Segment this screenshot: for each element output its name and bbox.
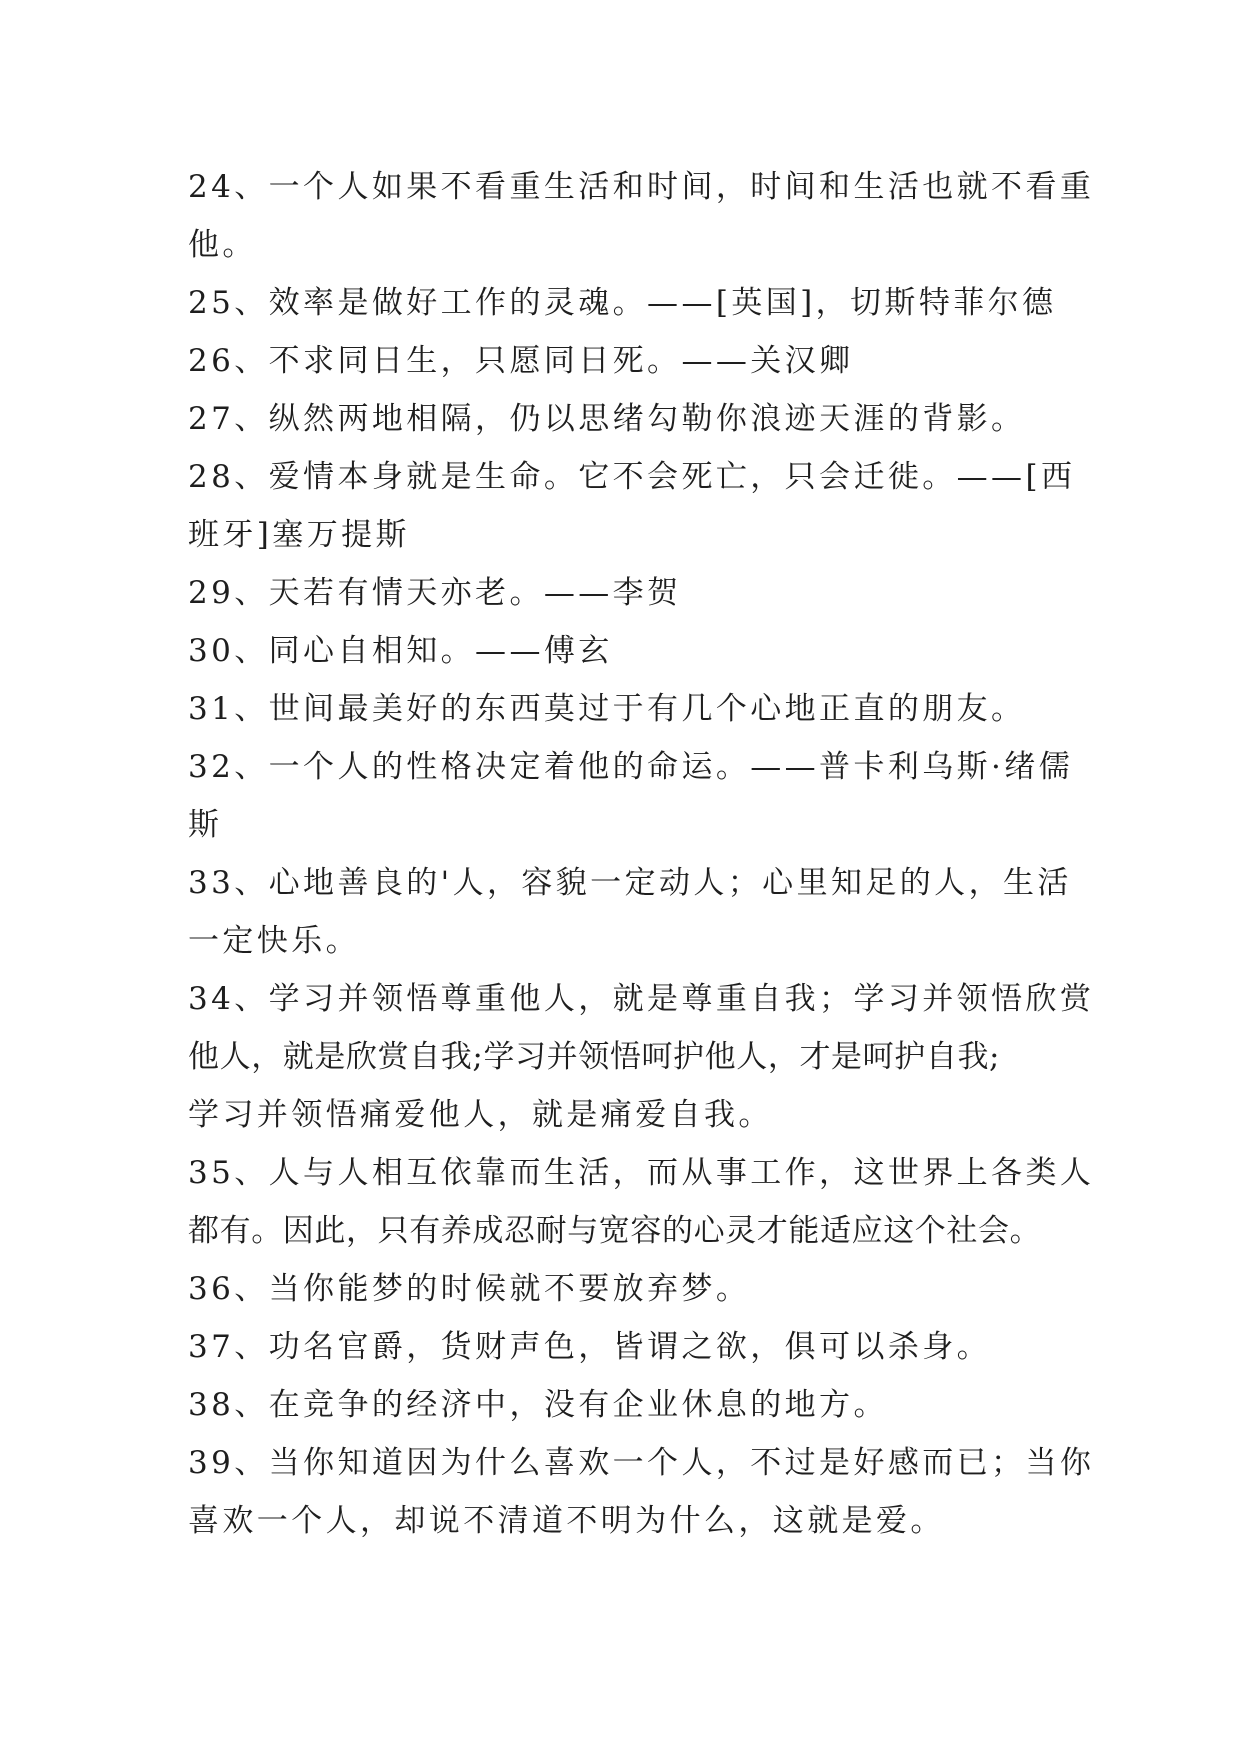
text-line: 37、功名官爵，货财声色，皆谓之欲，俱可以杀身。: [188, 1329, 992, 1365]
text-line: 24、一个人如果不看重生活和时间，时间和生活也就不看重: [188, 169, 1095, 205]
text-line: 他。: [188, 227, 257, 263]
text-line: 一定快乐。: [188, 923, 360, 959]
text-line: 36、当你能梦的时候就不要放弃梦。: [188, 1271, 751, 1307]
text-line: 喜欢一个人，却说不清道不明为什么，这就是爱。: [188, 1503, 945, 1539]
text-line: 25、效率是做好工作的灵魂。——[英国]，切斯特菲尔德: [188, 285, 1057, 321]
quote-list: [188, 158, 1095, 1550]
text-line: 35、人与人相互依靠而生活，而从事工作，这世界上各类人: [188, 1155, 1095, 1191]
text-line: 班牙]塞万提斯: [188, 517, 410, 553]
text-line: 32、一个人的性格决定着他的命运。——普卡利乌斯·绪儒: [188, 749, 1074, 785]
text-line: 他人，就是欣赏自我;学习并领悟呵护他人，才是呵护自我;: [188, 1039, 1001, 1075]
text-line: 38、在竞争的经济中，没有企业休息的地方。: [188, 1387, 888, 1423]
text-line: 斯: [188, 807, 223, 843]
text-line: 都有。因此，只有养成忍耐与宽容的心灵才能适应这个社会。: [188, 1213, 1042, 1249]
text-line: 30、同心自相知。——傅玄: [188, 633, 613, 669]
text-line: 26、不求同日生，只愿同日死。——关汉卿: [188, 343, 854, 379]
text-line: 27、纵然两地相隔，仍以思绪勾勒你浪迹天涯的背影。: [188, 401, 1026, 437]
text-line: 39、当你知道因为什么喜欢一个人，不过是好感而已；当你: [188, 1445, 1095, 1481]
text-line: 28、爱情本身就是生命。它不会死亡，只会迁徙。——[西: [188, 459, 1076, 495]
text-line: 29、天若有情天亦老。——李贺: [188, 575, 682, 611]
text-line: 31、世间最美好的东西莫过于有几个心地正直的朋友。: [188, 691, 1026, 727]
text-line: 34、学习并领悟尊重他人，就是尊重自我；学习并领悟欣赏: [188, 981, 1095, 1017]
text-line: 学习并领悟痛爱他人，就是痛爱自我。: [188, 1097, 773, 1133]
text-line: 33、心地善良的'人，容貌一定动人；心里知足的人，生活: [188, 865, 1072, 901]
